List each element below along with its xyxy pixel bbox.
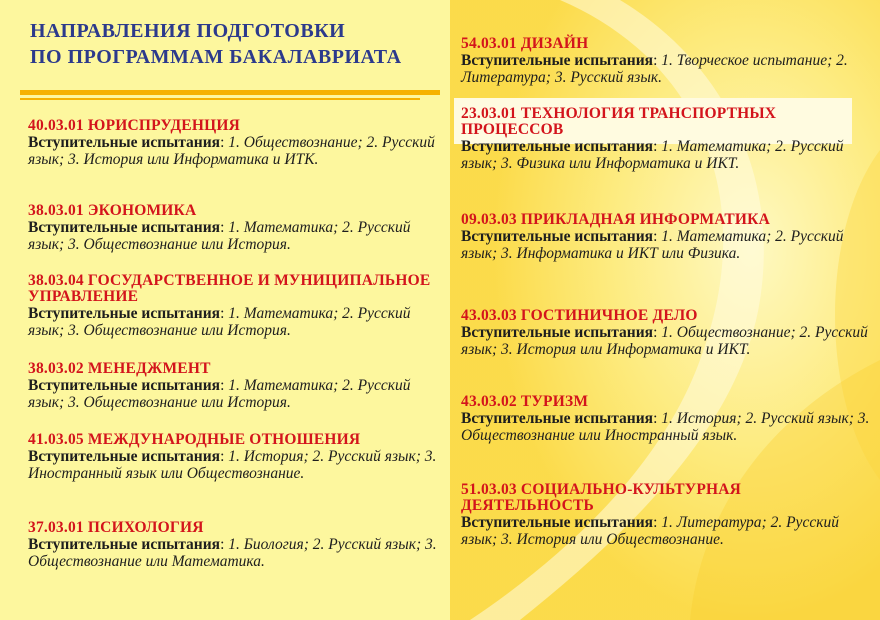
program-title: 23.03.01 ТЕХНОЛОГИЯ ТРАНСПОРТНЫХ ПРОЦЕССОВ (461, 105, 777, 138)
program-exams (461, 138, 876, 172)
exam-list: 1. Литература; 2. Русский язык; 3. История или Обществознание. (461, 514, 839, 548)
page-title-line-1: НАПРАВЛЕНИЯ ПОДГОТОВКИ (30, 20, 346, 42)
program-exams (28, 377, 448, 411)
page-title-line-2: ПО ПРОГРАММАМ БАКАЛАВРИАТА (30, 46, 402, 68)
program-exams (28, 134, 448, 168)
exam-list: 1. Математика; 2. Русский язык; 3. Обществознание или История. (28, 305, 411, 339)
program-title: 43.03.03 ГОСТИНИЧНОЕ ДЕЛО (461, 307, 698, 324)
program-exams (461, 324, 876, 358)
program-entry (28, 203, 448, 253)
exam-list: 1. Математика; 2. Русский язык; 3. Физика или Информатика и ИКТ. (461, 138, 844, 172)
program-entry (28, 273, 448, 339)
exam-label-sep: : (220, 536, 225, 553)
exam-label: Вступительные испытания (461, 514, 654, 531)
program-title: 38.03.04 ГОСУДАРСТВЕННОЕ И МУНИЦИПАЛЬНОЕ УПРАВЛЕНИЕ (28, 272, 431, 305)
program-title: 54.03.01 ДИЗАЙН (461, 35, 589, 52)
page-title (30, 18, 402, 70)
program-title: 40.03.01 ЮРИСПРУДЕНЦИЯ (28, 117, 241, 134)
exam-list: 1. Математика; 2. Русский язык; 3. Обществознание или История. (28, 377, 411, 411)
exam-label-sep: : (220, 134, 225, 151)
program-exams (461, 52, 876, 86)
exam-label-sep: : (653, 52, 658, 69)
exam-label: Вступительные испытания (28, 536, 221, 553)
exam-label-sep: : (653, 138, 658, 155)
exam-label: Вступительные испытания (461, 410, 654, 427)
exam-label-sep: : (220, 305, 225, 322)
program-exams (461, 514, 876, 548)
program-entry (461, 106, 876, 172)
program-entry (28, 520, 448, 570)
exam-list: 1. История; 2. Русский язык; 3. Обществознание или Иностранный язык. (461, 410, 870, 444)
program-title: 43.03.02 ТУРИЗМ (461, 393, 589, 410)
program-entry (28, 432, 448, 482)
exam-label-sep: : (653, 514, 658, 531)
exam-list: 1. Биология; 2. Русский язык; 3. Обществознание или Математика. (28, 536, 437, 570)
program-exams (28, 448, 448, 482)
exam-label: Вступительные испытания (28, 305, 221, 322)
exam-list: 1. История; 2. Русский язык; 3. Иностранный язык или Обществознание. (28, 448, 437, 482)
program-title: 38.03.01 ЭКОНОМИКА (28, 202, 197, 219)
program-title: 09.03.03 ПРИКЛАДНАЯ ИНФОРМАТИКА (461, 211, 771, 228)
exam-label-sep: : (220, 377, 225, 394)
program-exams (28, 536, 448, 570)
exam-label: Вступительные испытания (461, 138, 654, 155)
program-exams (461, 410, 876, 444)
program-entry (28, 118, 448, 168)
exam-label-sep: : (220, 448, 225, 465)
program-entry (461, 36, 876, 86)
exam-list: 1. Творческое испытание; 2. Литература; 3. Русский язык. (461, 52, 848, 86)
exam-label: Вступительные испытания (461, 52, 654, 69)
program-title: 38.03.02 МЕНЕДЖМЕНТ (28, 360, 211, 377)
program-title: 51.03.03 СОЦИАЛЬНО-КУЛЬТУРНАЯ ДЕЯТЕЛЬНОСТЬ (461, 481, 742, 514)
exam-label-sep: : (653, 324, 658, 341)
exam-list: 1. Обществознание; 2. Русский язык; 3. История или Информатика и ИТК. (28, 134, 435, 168)
header-underline (20, 90, 440, 100)
program-entry (461, 482, 876, 548)
program-entry (461, 308, 876, 358)
program-entry (461, 212, 876, 262)
exam-label: Вступительные испытания (461, 228, 654, 245)
exam-list: 1. Математика; 2. Русский язык; 3. Обществознание или История. (28, 219, 411, 253)
exam-label: Вступительные испытания (461, 324, 654, 341)
exam-label: Вступительные испытания (28, 448, 221, 465)
program-entry (461, 394, 876, 444)
exam-list: 1. Математика; 2. Русский язык; 3. Информатика и ИКТ или Физика. (461, 228, 844, 262)
exam-label: Вступительные испытания (28, 134, 221, 151)
exam-label: Вступительные испытания (28, 219, 221, 236)
exam-label-sep: : (653, 228, 658, 245)
program-title: 41.03.05 МЕЖДУНАРОДНЫЕ ОТНОШЕНИЯ (28, 431, 361, 448)
exam-label: Вступительные испытания (28, 377, 221, 394)
program-exams (28, 305, 448, 339)
program-entry (28, 361, 448, 411)
program-exams (461, 228, 876, 262)
program-title: 37.03.01 ПСИХОЛОГИЯ (28, 519, 204, 536)
exam-list: 1. Обществознание; 2. Русский язык; 3. История или Информатика и ИКТ. (461, 324, 868, 358)
exam-label-sep: : (220, 219, 225, 236)
program-exams (28, 219, 448, 253)
exam-label-sep: : (653, 410, 658, 427)
